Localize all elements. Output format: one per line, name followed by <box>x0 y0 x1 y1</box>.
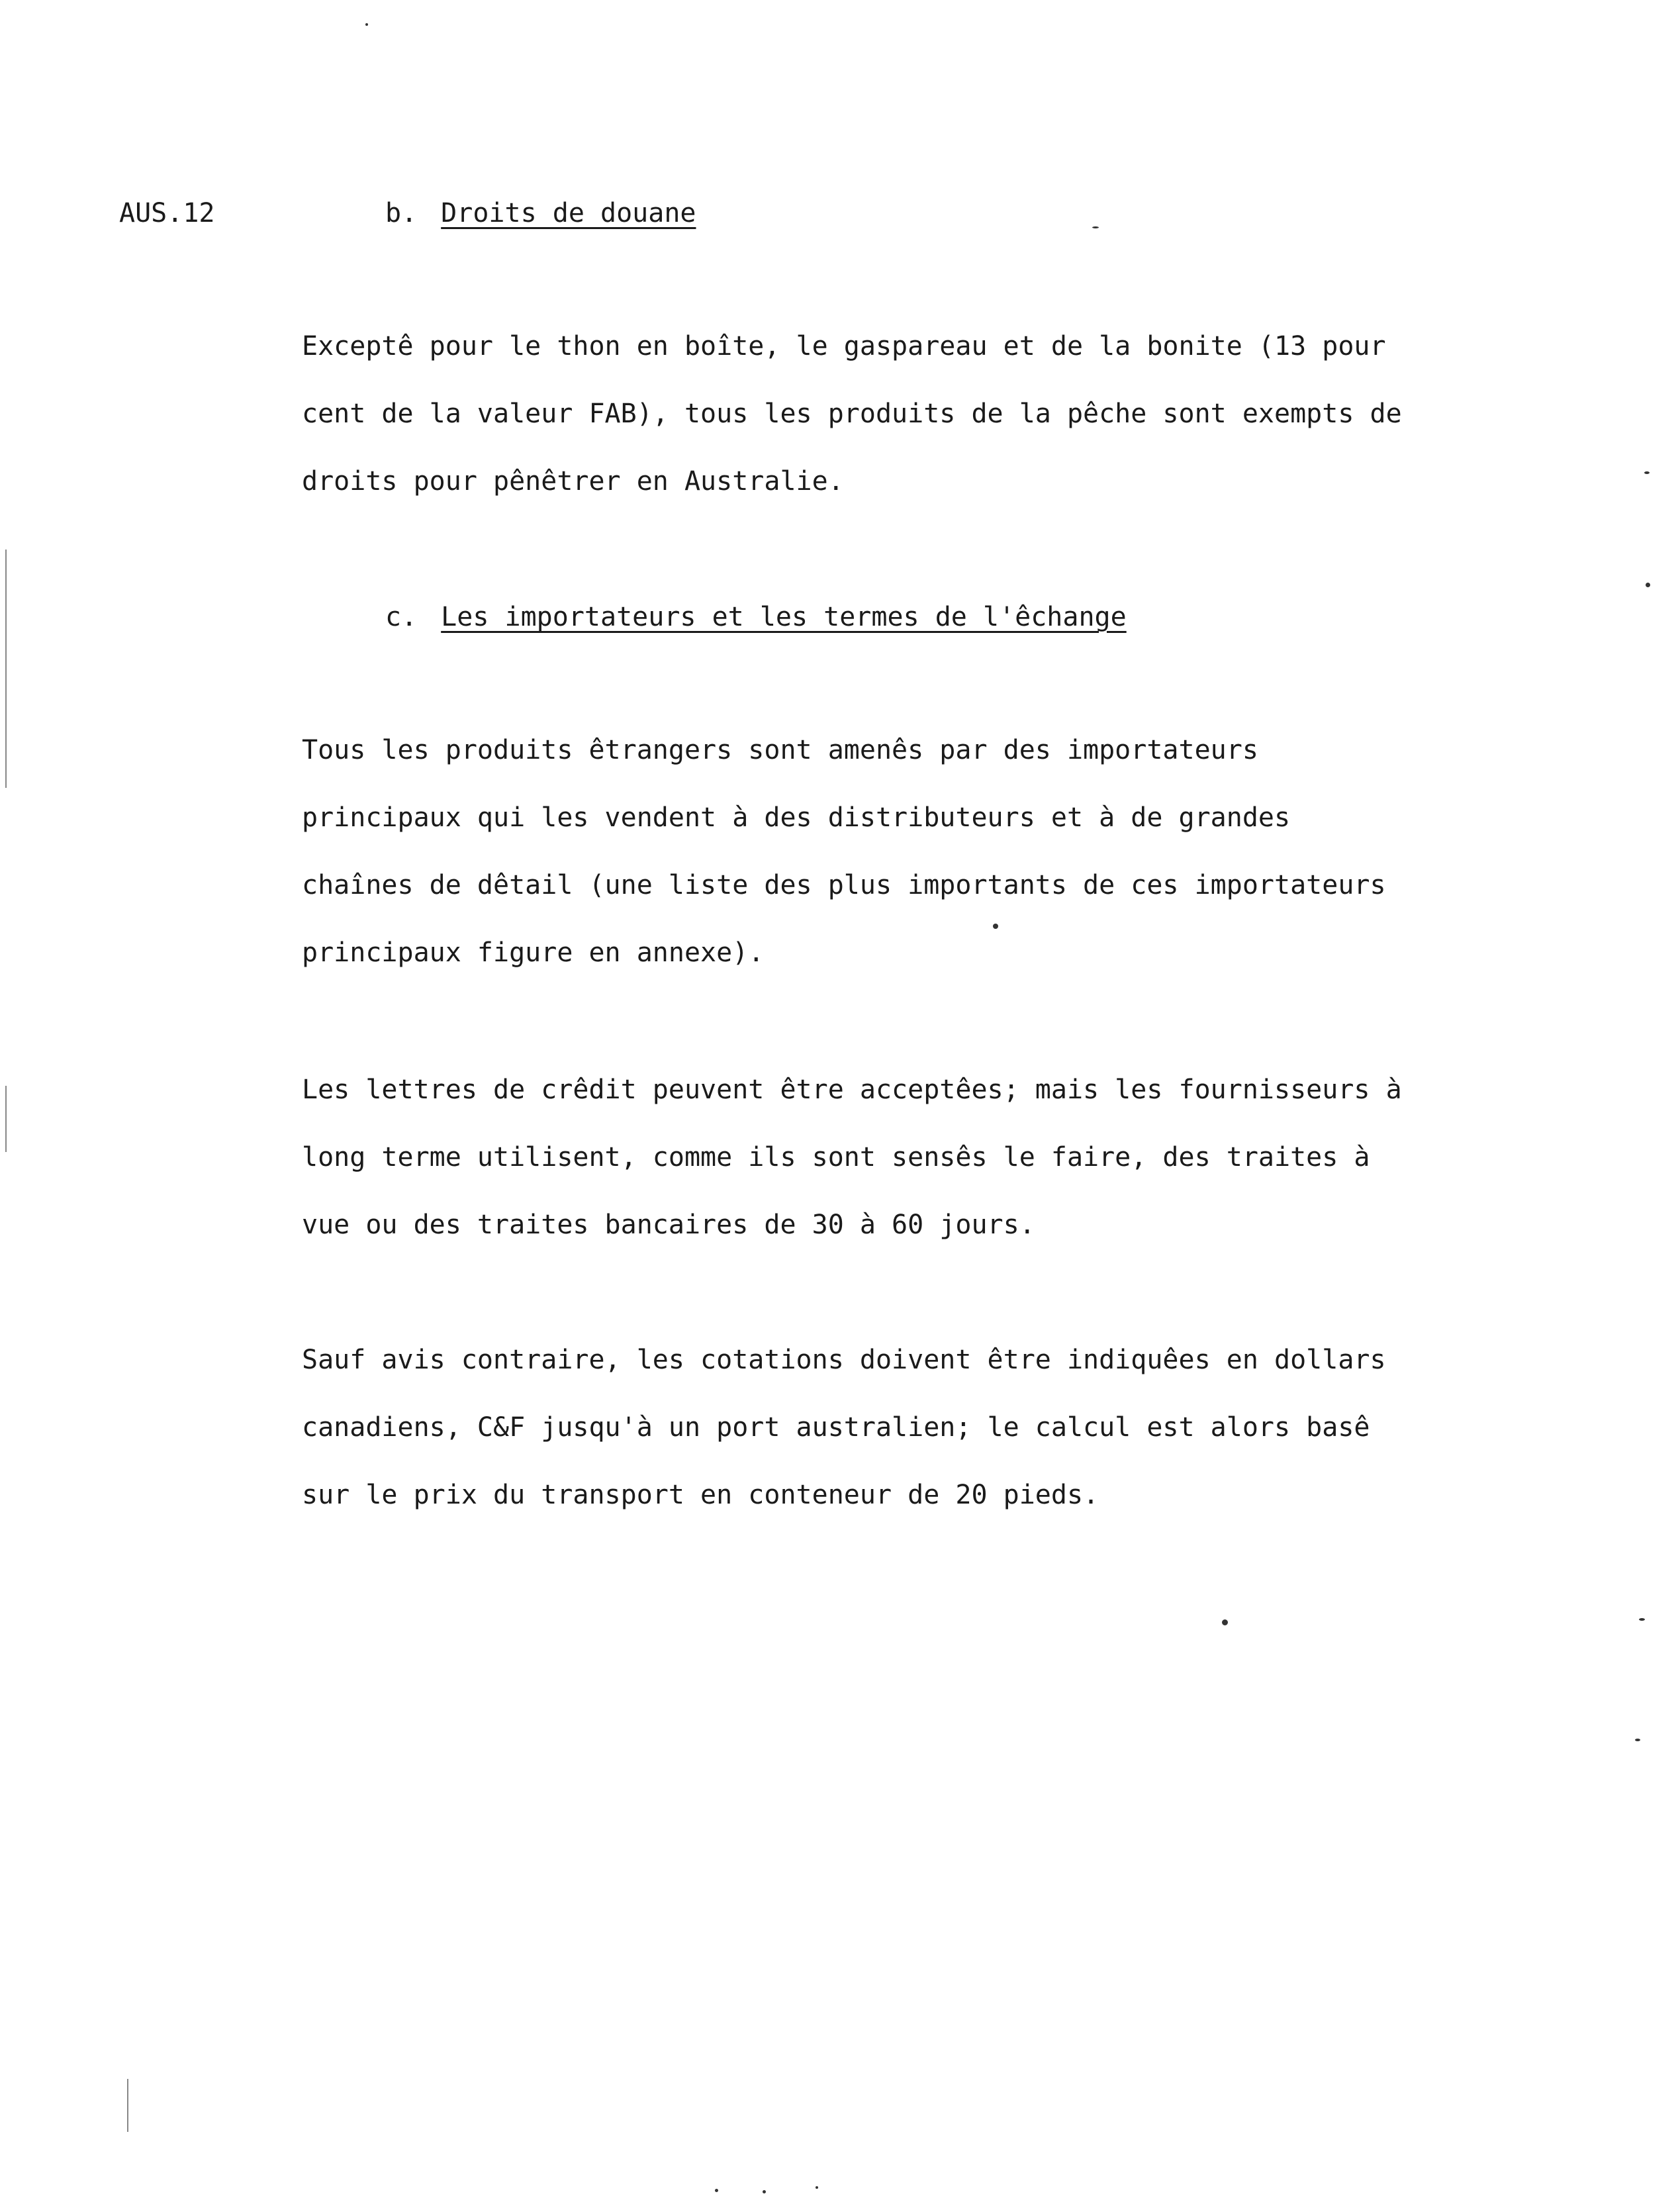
section-heading-b <box>385 193 696 233</box>
paragraph-customs-duties <box>302 312 1402 515</box>
text-line: droits pour pênêtrer en Australie. <box>302 466 844 497</box>
section-letter: b. <box>385 198 418 228</box>
text-line: Les lettres de crêdit peuvent être acceptêes; mais les fournisseurs à <box>302 1075 1402 1105</box>
text-line: Exceptê pour le thon en boîte, le gaspareau et de la bonite (13 pour <box>302 331 1386 361</box>
text-line: canadiens, C&F jusqu'à un port australien; le calcul est alors basê <box>302 1412 1370 1443</box>
text-line: sur le prix du transport en conteneur de 20 pieds. <box>302 1480 1099 1510</box>
text-line: cent de la valeur FAB), tous les produits de la pêche sont exempts de <box>302 399 1402 429</box>
scan-edge-mark <box>127 2079 128 2132</box>
page-reference: AUS.12 <box>119 198 215 228</box>
text-line: vue ou des traites bancaires de 30 à 60 jours. <box>302 1210 1035 1240</box>
scan-speck <box>1646 583 1650 587</box>
scan-edge-mark <box>5 1086 7 1152</box>
paragraph-quotations <box>302 1326 1386 1529</box>
section-title: Droits de douane <box>441 198 696 228</box>
paragraph-letters-of-credit <box>302 1056 1402 1259</box>
text-line: chaînes de dêtail (une liste des plus importants de ces importateurs <box>302 870 1386 900</box>
scan-speck <box>763 2190 766 2193</box>
text-line: principaux figure en annexe). <box>302 937 765 968</box>
paragraph-importers <box>302 716 1386 986</box>
scan-speck <box>1635 1739 1640 1741</box>
text-line: Sauf avis contraire, les cotations doivent être indiquêes en dollars <box>302 1345 1386 1375</box>
scan-speck <box>1092 226 1099 228</box>
scan-speck <box>1222 1619 1228 1625</box>
scan-speck <box>365 23 368 26</box>
scan-speck <box>1644 471 1650 474</box>
text-line: Tous les produits êtrangers sont amenês par des importateurs <box>302 735 1258 765</box>
scan-speck <box>993 924 998 929</box>
section-heading-c <box>385 597 1127 637</box>
scan-speck <box>1639 1618 1645 1621</box>
text-line: principaux qui les vendent à des distributeurs et à de grandes <box>302 802 1291 833</box>
scan-edge-mark <box>5 550 7 788</box>
scan-speck <box>816 2186 818 2189</box>
scan-speck <box>715 2189 718 2192</box>
text-line: long terme utilisent, comme ils sont sensês le faire, des traites à <box>302 1142 1370 1173</box>
section-title: Les importateurs et les termes de l'êchange <box>441 602 1127 632</box>
section-letter: c. <box>385 602 418 632</box>
